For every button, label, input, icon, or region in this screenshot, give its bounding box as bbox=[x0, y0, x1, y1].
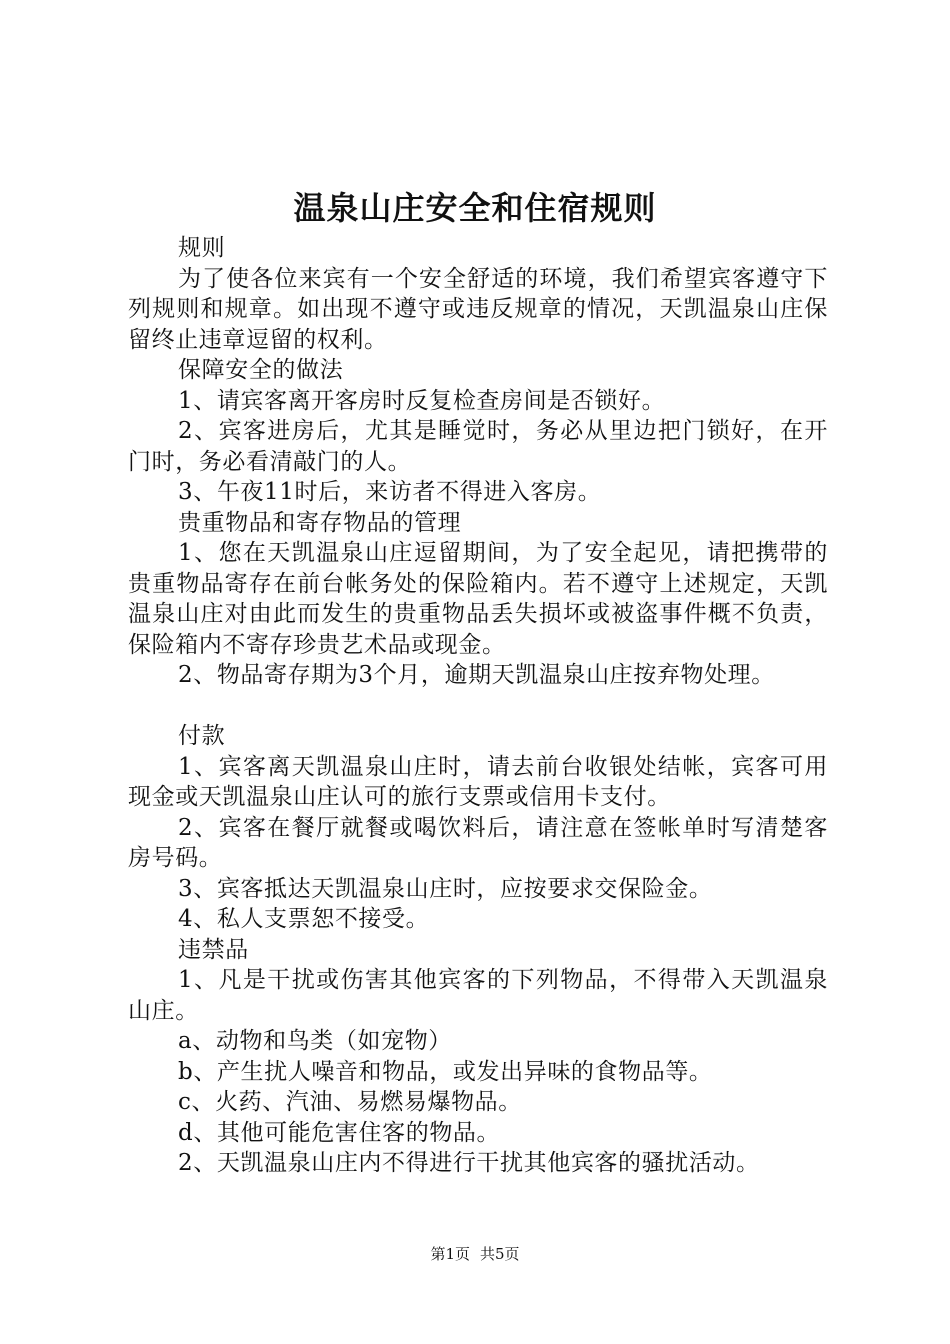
page-footer bbox=[0, 1244, 950, 1264]
list-item: 3、午夜11时后，来访者不得进入客房。 bbox=[178, 479, 602, 505]
sub-list-item: d、其他可能危害住客的物品。 bbox=[178, 1119, 501, 1146]
page-number: 第1页 bbox=[430, 1245, 470, 1263]
list-item: 2、天凯温泉山庄内不得进行干扰其他宾客的骚扰活动。 bbox=[178, 1150, 760, 1176]
document-body bbox=[128, 233, 828, 1179]
section-heading-safety: 保障安全的做法 bbox=[178, 357, 344, 383]
document-title: 温泉山庄安全和住宿规则 bbox=[293, 189, 657, 227]
list-item: 1、请宾客离开客房时反复检查房间是否锁好。 bbox=[178, 387, 666, 414]
list-item: 3、宾客抵达天凯温泉山庄时，应按要求交保险金。 bbox=[178, 875, 713, 902]
list-item: 2、物品寄存期为3个月，逾期天凯温泉山庄按弃物处理。 bbox=[178, 662, 775, 688]
section-heading-prohibited: 违禁品 bbox=[178, 936, 249, 963]
sub-list-item: a、动物和鸟类（如宠物） bbox=[178, 1028, 452, 1054]
list-item: 4、私人支票恕不接受。 bbox=[178, 906, 430, 932]
paragraph: 为了使各位来宾有一个安全舒适的环境，我们希望宾客遵守下列规则和规章。如出现不遵守或违反规章的情况，天凯温泉山庄保留终止违章逗留的权利。 bbox=[128, 265, 828, 353]
sub-list-item: b、产生扰人噪音和物品，或发出异味的食物品等。 bbox=[178, 1058, 713, 1085]
section-heading-valuables: 贵重物品和寄存物品的管理 bbox=[178, 509, 462, 536]
list-item: 2、宾客进房后，尤其是睡觉时，务必从里边把门锁好，在开门时，务必看清敲门的人。 bbox=[128, 418, 828, 475]
paragraph-heading-rules: 规则 bbox=[178, 235, 226, 261]
list-item: 1、您在天凯温泉山庄逗留期间，为了安全起见，请把携带的贵重物品寄存在前台帐务处的保险箱内。若不遵守上述规定，天凯温泉山庄对由此而发生的贵重物品丢失损坏或被盗事件概不负责，保险箱内不寄存珍贵艺术品或现金。 bbox=[128, 540, 828, 658]
list-item: 1、凡是干扰或伤害其他宾客的下列物品，不得带入天凯温泉山庄。 bbox=[128, 967, 828, 1024]
section-heading-payment: 付款 bbox=[178, 723, 226, 749]
list-item: 1、宾客离天凯温泉山庄时，请去前台收银处结帐，宾客可用现金或天凯温泉山庄认可的旅行支票或信用卡支付。 bbox=[128, 753, 828, 810]
blank-line bbox=[128, 691, 828, 722]
sub-list-item: c、火药、汽油、易燃易爆物品。 bbox=[178, 1089, 522, 1115]
page-total: 共5页 bbox=[480, 1245, 520, 1263]
list-item: 2、宾客在餐厅就餐或喝饮料后，请注意在签帐单时写清楚客房号码。 bbox=[128, 814, 828, 871]
